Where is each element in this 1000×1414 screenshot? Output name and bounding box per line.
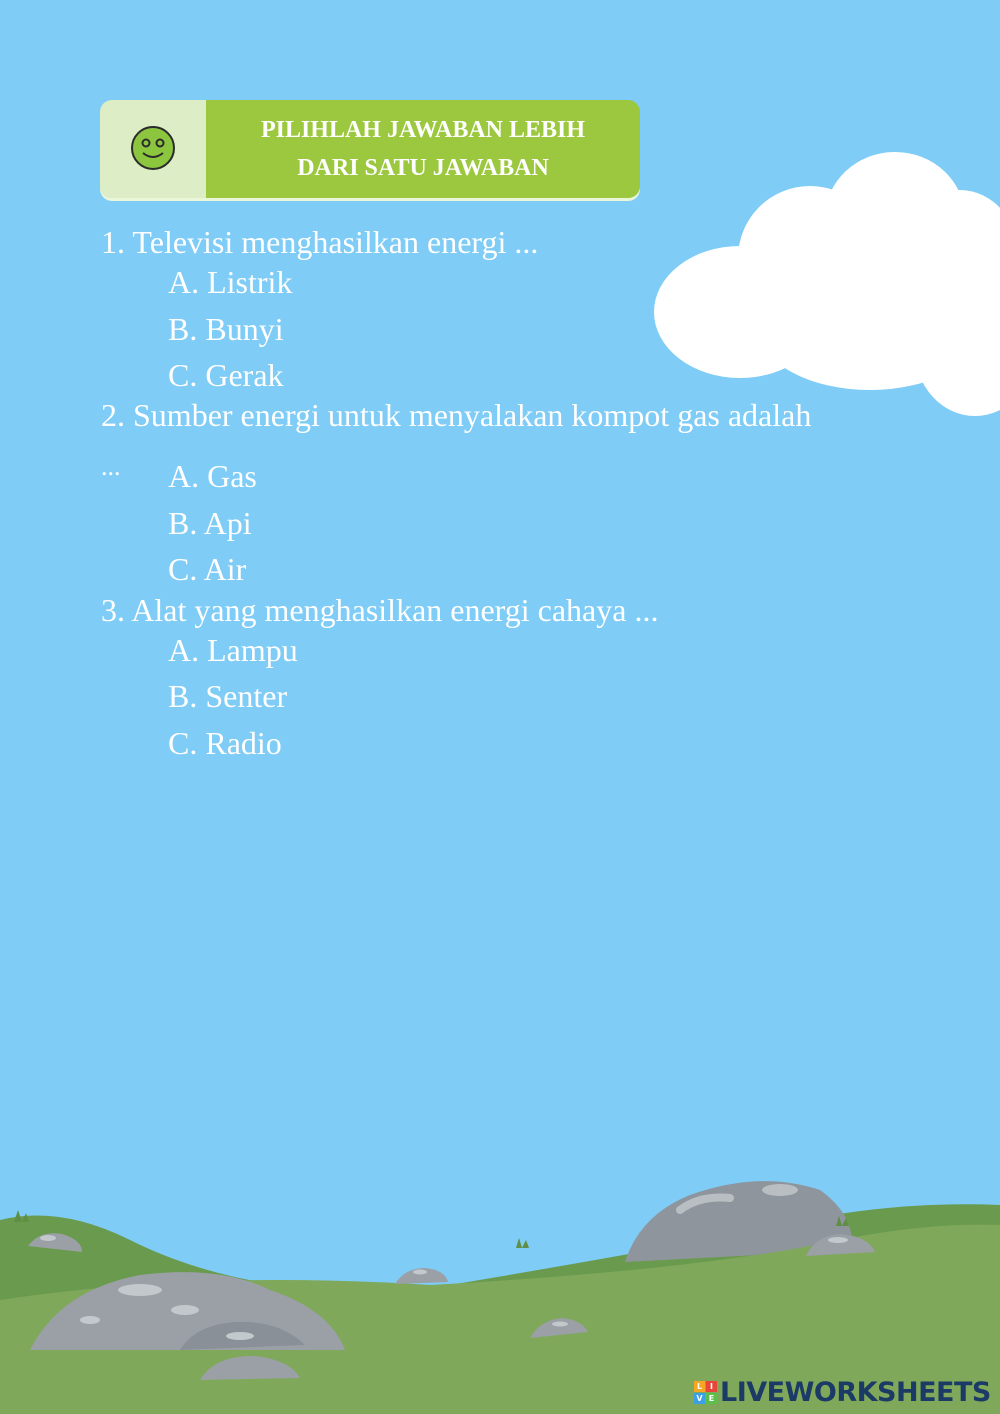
banner-title xyxy=(206,100,640,198)
question-2-continuation: ... xyxy=(101,452,121,481)
smiley-icon xyxy=(130,125,176,171)
question-3-option-a[interactable]: A. Lampu xyxy=(168,632,298,668)
brand-text: LIVEWORKSHEETS xyxy=(720,1376,991,1408)
banner-title-line-1: PILIHLAH JAWABAN LEBIH xyxy=(260,117,586,143)
question-1-option-b[interactable]: B. Bunyi xyxy=(168,311,284,347)
question-1-option-a[interactable]: A. Listrik xyxy=(168,264,293,300)
banner-icon-box xyxy=(100,100,206,198)
brand-letter-l: L xyxy=(694,1381,705,1392)
question-2-option-a[interactable]: A. Gas xyxy=(168,458,257,494)
instruction-banner xyxy=(100,100,640,198)
brand-letter-i: I xyxy=(706,1381,717,1392)
question-2-text: 2. Sumber energi untuk menyalakan kompot gas adalah xyxy=(101,397,812,433)
question-1-text: 1. Televisi menghasilkan energi ... xyxy=(101,224,539,260)
question-2-option-c[interactable]: C. Air xyxy=(168,551,247,587)
question-3-option-c[interactable]: C. Radio xyxy=(168,725,282,761)
question-1-option-c[interactable]: C. Gerak xyxy=(168,357,284,393)
question-3-option-b[interactable]: B. Senter xyxy=(168,678,288,714)
banner-title-line-2: DARI SATU JAWABAN xyxy=(297,155,549,181)
question-3-text: 3. Alat yang menghasilkan energi cahaya ... xyxy=(101,592,659,628)
brand-letter-v: V xyxy=(694,1393,705,1404)
rock-small-mid xyxy=(395,1268,448,1284)
cloud-illustration xyxy=(654,152,1000,416)
liveworksheets-logo xyxy=(694,1374,991,1410)
brand-grid-icon xyxy=(694,1381,717,1404)
question-2-option-b[interactable]: B. Api xyxy=(168,505,252,541)
brand-letter-e: E xyxy=(706,1393,717,1404)
